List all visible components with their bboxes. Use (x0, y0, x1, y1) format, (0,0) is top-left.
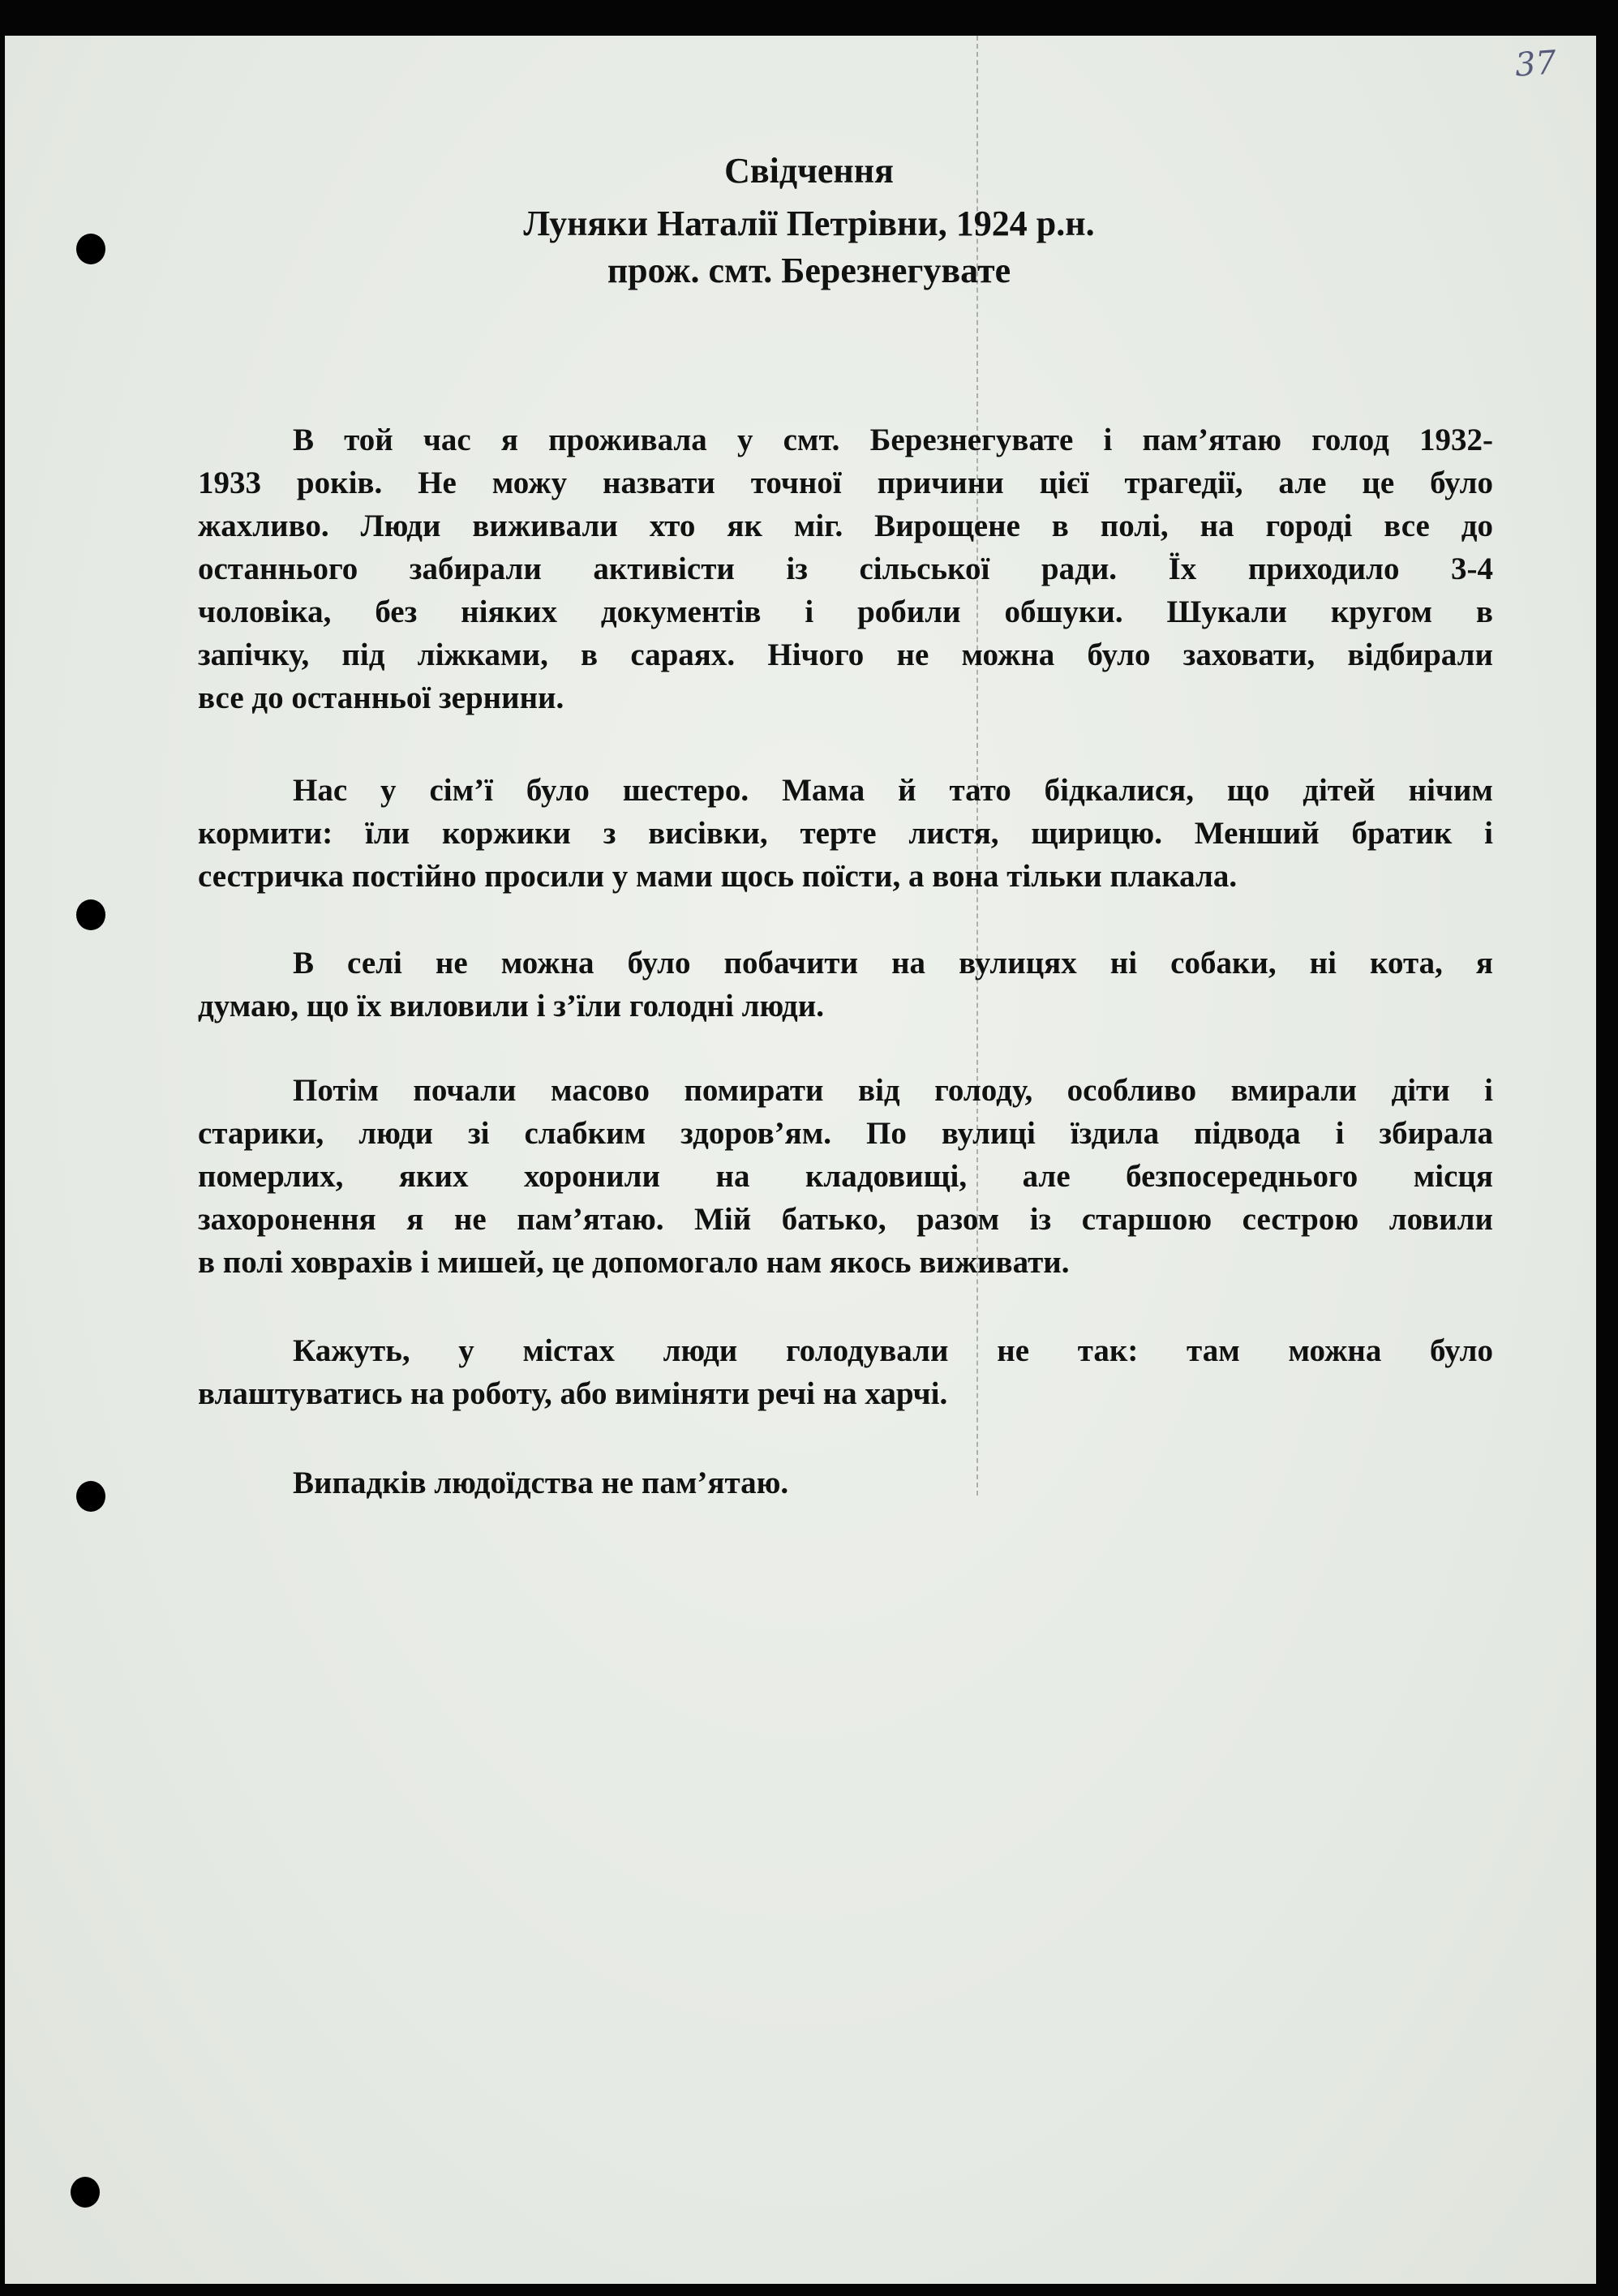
text-line: запічку, під ліжками, в сараях. Нічого не можна було заховати, відбирали (198, 637, 1493, 672)
text-line: Кажуть, у містах люди голодували не так: там можна було (293, 1333, 1493, 1368)
text-line: старики, люди зі слабким здоров’ям. По вулиці їздила підвода і збирала (198, 1116, 1493, 1151)
witness-name: Луняки Наталії Петрівни, 1924 р.н. (523, 204, 1095, 243)
paragraph (198, 1329, 1493, 1415)
text-line: Випадків людоїдства не пам’ятаю. (293, 1466, 789, 1500)
paragraph (198, 1069, 1493, 1284)
text-line: останнього забирали активісти із сільської ради. Їх приходило 3-4 (198, 551, 1493, 586)
text-line: жахливо. Люди виживали хто як міг. Вирощене в полі, на городі все до (198, 509, 1493, 543)
punch-hole (71, 2177, 100, 2208)
text-line: все до останньої зернини. (198, 680, 564, 715)
punch-hole (76, 1481, 105, 1512)
paragraph (198, 418, 1493, 719)
document-title: Свідчення (724, 151, 894, 191)
text-line: в полі ховрахів і мишей, це допомогало нам якось виживати. (198, 1245, 1070, 1280)
text-line: Нас у сім’ї було шестеро. Мама й тато бідкалися, що дітей нічим (293, 773, 1493, 808)
page-number: 37 (1513, 44, 1558, 84)
text-line: померлих, яких хоронили на кладовищі, але безпосереднього місця (198, 1159, 1493, 1194)
text-line: кормити: їли коржики з висівки, терте листя, щирицю. Менший братик і (198, 816, 1493, 851)
paragraph (198, 769, 1493, 898)
text-line: В той час я проживала у смт. Березнегувате і пам’ятаю голод 1932- (293, 423, 1493, 457)
text-line: думаю, що їх виловили і з’їли голодні люди. (198, 989, 825, 1024)
punch-hole (76, 899, 105, 930)
paragraph (198, 1461, 1493, 1504)
text-line: захоронення я не пам’ятаю. Мій батько, разом із старшою сестрою ловили (198, 1202, 1493, 1237)
text-line: 1933 років. Не можу назвати точної причини цієї трагедії, але це було (198, 466, 1493, 500)
witness-residence: прож. смт. Березнегувате (607, 251, 1011, 290)
text-line: сестричка постійно просили у мами щось поїсти, а вона тільки плакала. (198, 859, 1238, 894)
text-line: Потім почали масово помирати від голоду, особливо вмирали діти і (293, 1073, 1493, 1108)
text-line: чоловіка, без ніяких документів і робили обшуки. Шукали кругом в (198, 594, 1493, 629)
text-line: влаштуватись на роботу, або виміняти речі на харчі. (198, 1376, 948, 1411)
paragraph (198, 942, 1493, 1028)
text-line: В селі не можна було побачити на вулицях ні собаки, ні кота, я (293, 946, 1493, 981)
